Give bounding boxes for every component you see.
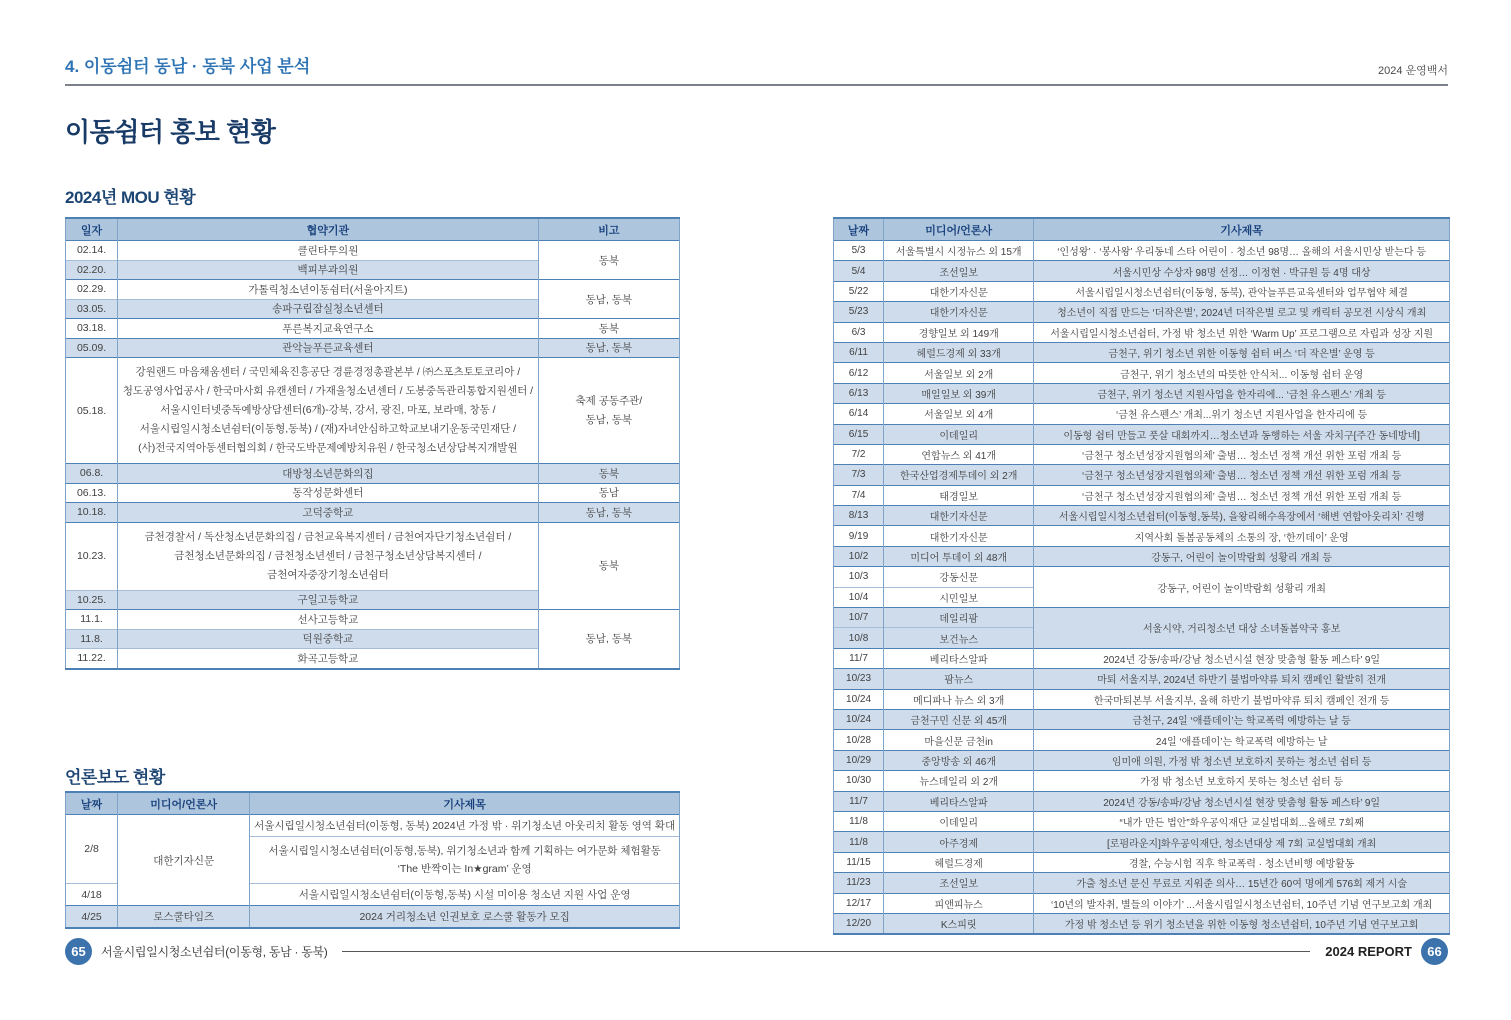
news-cell: 미디어 투데이 외 48개 xyxy=(884,546,1034,566)
news-cell: 7/4 xyxy=(834,485,884,505)
news-cell: 이데일리 xyxy=(884,424,1034,444)
section-title: 4. 이동쉼터 동남 · 동북 사업 분석 xyxy=(65,57,311,76)
press-cell: 로스쿨타임즈 xyxy=(118,906,250,929)
news-cell: 헤럴드경제 xyxy=(884,852,1034,872)
news-row xyxy=(834,261,1450,281)
mou-cell: 고덕중학교 xyxy=(118,503,539,523)
mou-cell-line: (사)전국지역아동센터협의회 / 한국도박문제예방치유원 / 한국청소년상담복지개발원 xyxy=(138,442,518,454)
mou-row xyxy=(66,464,680,484)
news-cell: 6/13 xyxy=(834,383,884,403)
mou-row xyxy=(66,338,680,358)
news-cell: [로펌라운지]화우공익재단, 청소년대상 제 7회 교실법대회 개최 xyxy=(1034,832,1450,852)
news-cell: 5/4 xyxy=(834,261,884,281)
news-cell: 7/2 xyxy=(834,444,884,464)
news-row xyxy=(834,302,1450,322)
footer-right-label: 2024 REPORT xyxy=(1325,944,1412,959)
press-cell: 4/25 xyxy=(66,906,118,929)
news-row xyxy=(834,444,1450,464)
news-row xyxy=(834,689,1450,709)
news-cell: 12/17 xyxy=(834,893,884,913)
news-row xyxy=(834,526,1450,546)
news-cell: 11/7 xyxy=(834,791,884,811)
news-cell: 지역사회 돌봄공동체의 소통의 장, ‘한끼데이’ 운영 xyxy=(1034,526,1450,546)
news-cell: 서울시립일시청소년쉼터, 가정 밖 청소년 위한 ‘Warm Up’ 프로그램으로 자립과 성장 지원 xyxy=(1034,322,1450,342)
mou-cell: 05.09. xyxy=(66,338,118,358)
mou-cell: 03.18. xyxy=(66,319,118,339)
mou-cell: 06.8. xyxy=(66,464,118,484)
news-row xyxy=(834,567,1450,587)
news-cell: 11/15 xyxy=(834,852,884,872)
mou-cell: 대방청소년문화의집 xyxy=(118,464,539,484)
mou-cell: 클린타투의원 xyxy=(118,241,539,261)
mou-cell-line: 금천경찰서 / 독산청소년문화의집 / 금천교육복지센터 / 금천여자단기청소년쉼터 / xyxy=(144,530,512,543)
mou-cell: 동남, 동북 xyxy=(538,503,679,523)
news-cell: 강동신문 xyxy=(884,567,1034,587)
mou-cell: 06.13. xyxy=(66,483,118,503)
mou-cell: 05.18. xyxy=(66,358,118,464)
mou-cell: 덕원중학교 xyxy=(118,629,539,649)
news-row xyxy=(834,241,1450,261)
news-row xyxy=(834,811,1450,831)
footer-rule xyxy=(342,951,1310,952)
press-cell: 서울시립일시청소년쉼터(이동형, 동북) 2024년 가정 밖 · 위기청소년 아웃리치 활동 영역 확대 xyxy=(250,815,680,837)
news-cell: 2024년 강동/송파/강남 청소년시설 현장 맞춤형 활동 페스타’ 9일 xyxy=(1034,791,1450,811)
mou-cell: 동북 xyxy=(538,522,679,610)
news-cell: 대한기자신문 xyxy=(884,526,1034,546)
news-row xyxy=(834,485,1450,505)
mou-cell: 송파구립잠실청소년센터 xyxy=(118,299,539,319)
press-cell: 2024 거리청소년 인권보호 로스쿨 활동가 모집 xyxy=(250,906,680,929)
news-row xyxy=(834,404,1450,424)
news-cell: 연합뉴스 외 41개 xyxy=(884,444,1034,464)
mou-cell: 11.22. xyxy=(66,649,118,669)
mou-cell: 관악늘푸른교육센터 xyxy=(118,338,539,358)
press-cell xyxy=(250,837,680,884)
news-row xyxy=(834,506,1450,526)
news-cell: 강동구, 어린이 놀이박람회 성황리 개최 등 xyxy=(1034,546,1450,566)
news-cell: ‘10년의 발자취, 별들의 이야기’ ...서울시립일시청소년쉼터, 10주년 기념 연구보고회 개최 xyxy=(1034,893,1450,913)
news-cell: 금천구민 신문 외 45개 xyxy=(884,709,1034,729)
news-row xyxy=(834,669,1450,689)
news-cell: 금천구, 위기 청소년 위한 이동형 쉼터 버스 ‘더 작은별’ 운영 등 xyxy=(1034,342,1450,362)
mou-cell: 02.20. xyxy=(66,260,118,280)
news-cell: 팜뉴스 xyxy=(884,669,1034,689)
mou-column-header: 협약기관 xyxy=(118,218,539,241)
press-column-header: 날짜 xyxy=(66,792,118,815)
news-cell: 서울시립일시청소년쉼터(이동형,동북), 을왕리해수욕장에서 ‘해변 연합아웃리치’ 진행 xyxy=(1034,506,1450,526)
news-cell: 강동구, 어린이 놀이박람회 성황리 개최 xyxy=(1034,567,1450,608)
news-cell: 6/3 xyxy=(834,322,884,342)
mou-cell: 선사고등학교 xyxy=(118,610,539,630)
mou-column-header: 비고 xyxy=(538,218,679,241)
news-cell: 11/23 xyxy=(834,873,884,893)
news-cell: ‘금천구 청소년성장지원협의체’ 출범… 청소년 정책 개선 위한 포럼 개최 등 xyxy=(1034,444,1450,464)
news-cell: 대한기자신문 xyxy=(884,506,1034,526)
news-cell: 헤럴드경제 외 33개 xyxy=(884,342,1034,362)
news-cell: 금천구, 위기 청소년 지원사업을 한자리에... ‘금천 유스펜스’ 개최 등 xyxy=(1034,383,1450,403)
mou-cell xyxy=(118,522,539,590)
news-cell: 베리타스알파 xyxy=(884,791,1034,811)
mou-cell: 02.14. xyxy=(66,241,118,261)
news-cell: 서울특별시 시정뉴스 외 15개 xyxy=(884,241,1034,261)
mou-cell-line: 서울시립일시청소년쉼터(이동형,동북) / (재)자녀안심하고학교보내기운동국민재단 / xyxy=(139,423,517,435)
news-cell: 베리타스알파 xyxy=(884,648,1034,668)
news-cell: 서울시립일시청소년쉼터(이동형, 동북), 관악늘푸른교육센터와 업무협약 체결 xyxy=(1034,281,1450,301)
press-column-header: 미디어/언론사 xyxy=(118,792,250,815)
mou-cell: 동북 xyxy=(538,241,679,280)
press-column-header: 기사제목 xyxy=(250,792,680,815)
mou-table xyxy=(65,217,680,670)
news-cell: 뉴스데일리 외 2개 xyxy=(884,771,1034,791)
news-cell: 대한기자신문 xyxy=(884,302,1034,322)
mou-section-heading: 2024년 MOU 현황 xyxy=(65,188,196,207)
mou-cell: 동북 xyxy=(538,464,679,484)
news-cell: 태경일보 xyxy=(884,485,1034,505)
mou-cell: 동남, 동북 xyxy=(538,610,679,669)
press-cell: 대한기자신문 xyxy=(118,815,250,906)
left-page-number-badge: 65 xyxy=(65,938,92,965)
news-cell: 금천구, 위기 청소년의 따뜻한 안식처... 이동형 쉼터 운영 xyxy=(1034,363,1450,383)
mou-cell-line: 금천청소년문화의집 / 금천청소년센터 / 금천구청소년상담복지센터 / xyxy=(174,549,482,562)
news-cell: ‘금천 유스펜스’ 개최...위기 청소년 지원사업을 한자리에 등 xyxy=(1034,404,1450,424)
news-row xyxy=(834,281,1450,301)
news-cell: 5/23 xyxy=(834,302,884,322)
news-cell: 6/15 xyxy=(834,424,884,444)
mou-cell: 화곡고등학교 xyxy=(118,649,539,669)
press-grid xyxy=(65,791,680,929)
news-row xyxy=(834,322,1450,342)
news-cell: 조선일보 xyxy=(884,261,1034,281)
news-cell: 마퇴 서울지부, 2024년 하반기 불법마약류 퇴치 캠페인 활발히 전개 xyxy=(1034,669,1450,689)
mou-cell: 동남, 동북 xyxy=(538,280,679,319)
news-cell: 메디파나 뉴스 외 3개 xyxy=(884,689,1034,709)
press-section-heading: 언론보도 현황 xyxy=(65,768,165,787)
mou-cell-line: 서울시인터넷중독예방상담센터(6개)-강북, 강서, 광진, 마포, 보라매, 창동 / xyxy=(160,404,496,416)
news-cell: “내가 만든 법안”화우공익재단 교실법대회...올해로 7회째 xyxy=(1034,811,1450,831)
news-cell: 11/8 xyxy=(834,832,884,852)
mou-cell: 동북 xyxy=(538,319,679,339)
news-cell: 시민일보 xyxy=(884,587,1034,607)
news-row xyxy=(834,873,1450,893)
footer-left-label: 서울시립일시청소년쉼터(이동형, 동남 · 동북) xyxy=(101,945,328,959)
news-cell: 중앙방송 외 46개 xyxy=(884,750,1034,770)
news-cell: 보건뉴스 xyxy=(884,628,1034,648)
news-row xyxy=(834,648,1450,668)
news-cell: 12/20 xyxy=(834,913,884,934)
mou-row xyxy=(66,358,680,464)
news-row xyxy=(834,363,1450,383)
mou-cell: 구일고등학교 xyxy=(118,590,539,610)
news-cell: 10/30 xyxy=(834,771,884,791)
mou-cell: 11.1. xyxy=(66,610,118,630)
header-rule xyxy=(65,84,1448,86)
news-cell: 10/2 xyxy=(834,546,884,566)
news-cell: 청소년이 직접 만드는 ‘더작은별’, 2024년 더작은별 로고 및 캐릭터 공모전 시상식 개최 xyxy=(1034,302,1450,322)
news-cell: 2024년 강동/송파/강남 청소년시설 현장 맞춤형 활동 페스타’ 9일 xyxy=(1034,648,1450,668)
mou-cell: 백피부과의원 xyxy=(118,260,539,280)
news-cell: 경찰, 수능시험 직후 학교폭력 · 청소년비행 예방활동 xyxy=(1034,852,1450,872)
news-cell: 대한기자신문 xyxy=(884,281,1034,301)
mou-cell: 동남 xyxy=(538,483,679,503)
news-cell: 11/8 xyxy=(834,811,884,831)
news-row xyxy=(834,424,1450,444)
news-column-header: 날짜 xyxy=(834,218,884,241)
press-cell: 서울시립일시청소년쉼터(이동형,동북) 시설 미이용 청소년 지원 사업 운영 xyxy=(250,884,680,906)
news-cell: 6/12 xyxy=(834,363,884,383)
mou-cell-line: 축제 공동주관/ xyxy=(575,394,643,407)
news-cell: 서울일보 외 2개 xyxy=(884,363,1034,383)
news-cell: 서울시약, 거리청소년 대상 소녀돌봄약국 홍보 xyxy=(1034,608,1450,649)
news-cell: K스피릿 xyxy=(884,913,1034,934)
news-grid xyxy=(833,217,1450,935)
news-row xyxy=(834,465,1450,485)
mou-row xyxy=(66,610,680,630)
news-cell: 한국마퇴본부 서울지부, 올해 하반기 불법마약류 퇴치 캠페인 전개 등 xyxy=(1034,689,1450,709)
news-row xyxy=(834,913,1450,934)
news-cell: 가출 청소년 문신 무료로 지워준 의사… 15년간 60여 명에게 576회 제거 시술 xyxy=(1034,873,1450,893)
mou-row xyxy=(66,522,680,590)
news-cell: 5/3 xyxy=(834,241,884,261)
mou-cell xyxy=(118,358,539,464)
news-cell: 경향일보 외 149개 xyxy=(884,322,1034,342)
news-cell: 7/3 xyxy=(834,465,884,485)
edition-label: 2024 운영백서 xyxy=(1377,65,1448,77)
news-row xyxy=(834,342,1450,362)
mou-row xyxy=(66,483,680,503)
mou-cell-line: 금천여자중장기청소년쉼터 xyxy=(267,568,389,581)
mou-cell: 10.25. xyxy=(66,590,118,610)
mou-cell-line: 동남, 동북 xyxy=(585,413,633,426)
news-cell: 5/22 xyxy=(834,281,884,301)
news-cell: 피앤피뉴스 xyxy=(884,893,1034,913)
news-cell: 데일리팜 xyxy=(884,608,1034,628)
news-cell: 10/24 xyxy=(834,709,884,729)
mou-cell: 가톨릭청소년이동쉼터(서울아지트) xyxy=(118,280,539,300)
news-cell: 가정 밖 청소년 보호하지 못하는 청소년 쉼터 등 xyxy=(1034,771,1450,791)
news-row xyxy=(834,832,1450,852)
page-footer xyxy=(65,938,1448,965)
news-cell: 10/7 xyxy=(834,608,884,628)
news-row xyxy=(834,791,1450,811)
news-cell: 가정 밖 청소년 등 위기 청소년을 위한 이동형 청소년쉼터, 10주년 기념 연구보고회 xyxy=(1034,913,1450,934)
news-cell: 10/24 xyxy=(834,689,884,709)
news-cell: 아주경제 xyxy=(884,832,1034,852)
news-cell: 6/11 xyxy=(834,342,884,362)
mou-cell xyxy=(538,358,679,464)
page-title: 이동쉼터 홍보 현황 xyxy=(65,117,276,147)
news-row xyxy=(834,730,1450,750)
news-cell: 서울시민상 수상자 98명 선정… 이정현 · 박규원 등 4명 대상 xyxy=(1034,261,1450,281)
mou-cell: 11.8. xyxy=(66,629,118,649)
news-cell: 금천구, 24일 ‘애플데이’는 학교폭력 예방하는 날 등 xyxy=(1034,709,1450,729)
news-cell: ‘금천구 청소년성장지원협의체’ 출범… 청소년 정책 개선 위한 포럼 개최 등 xyxy=(1034,465,1450,485)
news-row xyxy=(834,771,1450,791)
news-cell: 10/4 xyxy=(834,587,884,607)
news-cell: ‘인성왕’ · ‘봉사왕’ 우리동네 스타 어린이 · 청소년 98명… 올해의 서울시민상 받는다 등 xyxy=(1034,241,1450,261)
news-cell: 24일 ‘애플데이’는 학교폭력 예방하는 날 xyxy=(1034,730,1450,750)
mou-column-header: 일자 xyxy=(66,218,118,241)
press-table xyxy=(65,791,680,929)
news-row xyxy=(834,608,1450,628)
news-cell: 한국산업경제투데이 외 2개 xyxy=(884,465,1034,485)
mou-cell: 10.18. xyxy=(66,503,118,523)
news-cell: 10/23 xyxy=(834,669,884,689)
news-cell: ‘금천구 청소년성장지원협의체’ 출범… 청소년 정책 개선 위한 포럼 개최 등 xyxy=(1034,485,1450,505)
mou-grid xyxy=(65,217,680,670)
news-cell: 10/3 xyxy=(834,567,884,587)
news-cell: 임미애 의원, 가정 밖 청소년 보호하지 못하는 청소년 쉼터 등 xyxy=(1034,750,1450,770)
mou-cell: 02.29. xyxy=(66,280,118,300)
news-row xyxy=(834,383,1450,403)
mou-row xyxy=(66,241,680,261)
press-cell: 2/8 xyxy=(66,815,118,884)
news-row xyxy=(834,709,1450,729)
news-cell: 조선일보 xyxy=(884,873,1034,893)
news-row xyxy=(834,546,1450,566)
news-column-header: 기사제목 xyxy=(1034,218,1450,241)
mou-row xyxy=(66,319,680,339)
news-cell: 8/13 xyxy=(834,506,884,526)
news-cell: 이데일리 xyxy=(884,811,1034,831)
news-cell: 10/29 xyxy=(834,750,884,770)
mou-row xyxy=(66,280,680,300)
press-cell-line: 서울시립일시청소년쉼터(이동형,동북), 위기청소년과 함께 기획하는 여가문화 체험활동 xyxy=(268,845,661,857)
press-row xyxy=(66,906,680,929)
news-table xyxy=(833,217,1450,935)
news-cell: 매일일보 외 39개 xyxy=(884,383,1034,403)
mou-cell-line: 청도공영사업공사 / 한국마사회 유캔센터 / 가재울청소년센터 / 도봉중독관리통합지원센터 / xyxy=(122,385,534,397)
news-cell: 9/19 xyxy=(834,526,884,546)
news-column-header: 미디어/언론사 xyxy=(884,218,1034,241)
mou-row xyxy=(66,503,680,523)
mou-cell: 10.23. xyxy=(66,522,118,590)
mou-cell: 동남, 동북 xyxy=(538,338,679,358)
news-cell: 10/8 xyxy=(834,628,884,648)
news-row xyxy=(834,750,1450,770)
news-cell: 10/28 xyxy=(834,730,884,750)
right-page-number-badge: 66 xyxy=(1421,938,1448,965)
news-cell: 이동형 쉼터 만들고 풋살 대회까지…청소년과 동행하는 서울 자치구[주간 동네방네] xyxy=(1034,424,1450,444)
news-cell: 6/14 xyxy=(834,404,884,424)
news-cell: 마을신문 금천in xyxy=(884,730,1034,750)
news-cell: 11/7 xyxy=(834,648,884,668)
mou-cell: 푸른복지교육연구소 xyxy=(118,319,539,339)
press-cell: 4/18 xyxy=(66,884,118,906)
news-row xyxy=(834,893,1450,913)
mou-cell: 03.05. xyxy=(66,299,118,319)
mou-cell-line: 강원랜드 마음채움센터 / 국민체육진흥공단 경륜경정총괄본부 / ㈜스포츠토토코리아 / xyxy=(135,366,521,378)
mou-cell: 동작성문화센터 xyxy=(118,483,539,503)
news-cell: 서울일보 외 4개 xyxy=(884,404,1034,424)
news-row xyxy=(834,852,1450,872)
press-cell-line: ‘The 반짝이는 In★gram’ 운영 xyxy=(397,863,532,875)
press-row xyxy=(66,815,680,837)
